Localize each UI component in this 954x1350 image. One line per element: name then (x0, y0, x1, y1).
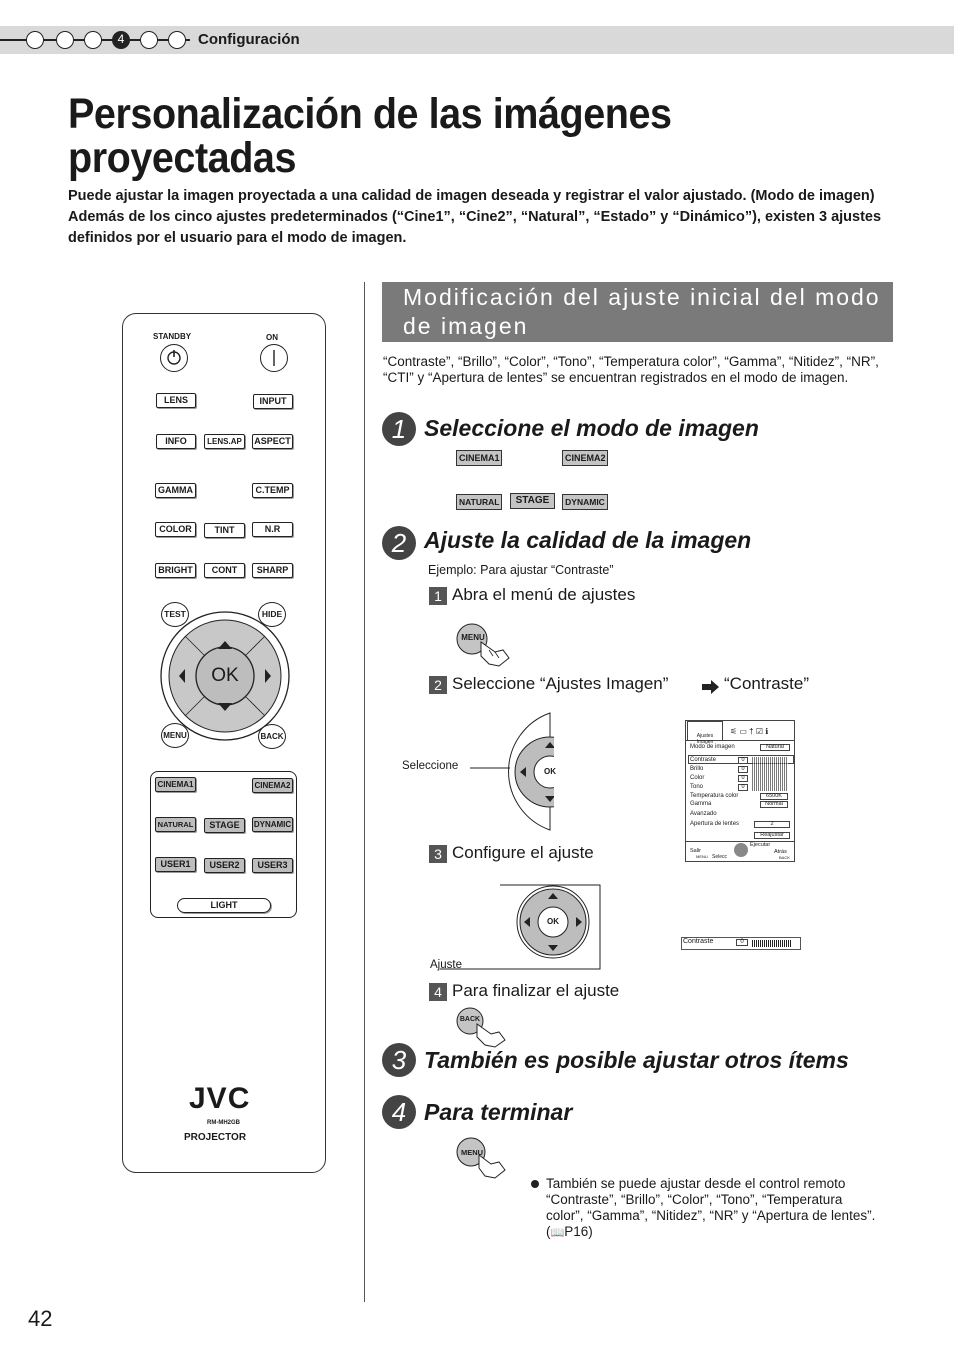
ok-button[interactable]: OK (211, 665, 239, 686)
menu-row-value: 2 (754, 821, 790, 828)
step-title-2: Ajuste la calidad de la imagen (424, 527, 752, 553)
on-button[interactable] (260, 344, 288, 372)
dynamic-button[interactable]: DYNAMIC (252, 817, 293, 832)
nr-button[interactable]: N.R (252, 522, 293, 537)
menu-row-value: 6500K (760, 793, 788, 800)
substep-text-1: Abra el menú de ajustes (452, 585, 636, 604)
step-number-3: 3 (382, 1043, 416, 1077)
substep-number-4: 4 (429, 983, 447, 1001)
picture-mode-group (150, 771, 297, 918)
on-label: ON (266, 333, 278, 342)
menu-row-value: 0 (738, 784, 748, 791)
color-button[interactable]: COLOR (155, 522, 196, 537)
light-button[interactable]: LIGHT (177, 898, 271, 913)
note-text (546, 1176, 876, 1241)
menu-row-label: Temperatura color (690, 793, 739, 799)
test-button[interactable]: TEST (161, 602, 189, 627)
mode-cinema2: CINEMA2 (562, 450, 608, 466)
section-name: Configuración (198, 31, 300, 48)
menu-row-label: Contraste (690, 757, 717, 763)
menu-reset: Reajustar (754, 832, 790, 839)
step-title-1: Seleccione el modo de imagen (424, 415, 759, 441)
standby-label: STANDBY (153, 332, 192, 341)
lens-button[interactable]: LENS (156, 393, 196, 408)
intro-text: Puede ajustar la imagen proyectada a una calidad de imagen deseada y registrar el valor ajustado. (Modo de imagen) Además de los cinco ajustes predeterminados (“Cine1”, “Cine2”, “Natural”, “Estado” y “Dinámico”), existen 3 ajustes definidos por el usuario para el modo de imagen. (68, 188, 882, 246)
back-label: BACK (459, 1016, 481, 1023)
page-title: Personalización de las imágenes proyectadas (68, 90, 672, 182)
menu-footer-menu: MENU (696, 854, 708, 859)
ajuste-label: Ajuste (430, 959, 462, 971)
menu-row-label: Modo de imagen (690, 744, 735, 750)
hide-button[interactable]: HIDE (258, 602, 286, 627)
menu-label-1: MENU (461, 633, 485, 642)
step-number-1: 1 (382, 412, 416, 446)
menu-footer-back-key: BACK (779, 855, 790, 860)
contrast-bar-value: 0 (736, 939, 748, 946)
user1-button[interactable]: USER1 (155, 857, 196, 872)
column-divider (364, 282, 365, 1302)
remote-control (122, 313, 326, 1173)
bullet-icon (531, 1180, 539, 1188)
cinema1-button[interactable]: CINEMA1 (155, 777, 196, 792)
note-body: También se puede ajustar desde el control remoto “Contraste”, “Brillo”, “Color”, “Tono”, “Temperatura color”, “Gamma”, “Nitidez”, “NR” y “Apertura de lentes”. ( (546, 1176, 876, 1239)
menu-row-label: Color (690, 775, 705, 781)
menu-slider-bars (752, 757, 788, 791)
mode-dynamic: DYNAMIC (562, 494, 608, 510)
menu-row-value: 0 (738, 775, 748, 782)
model-number: RM-MH2GB (207, 1120, 240, 1126)
info-button[interactable]: INFO (156, 434, 196, 449)
step-number-4: 4 (382, 1095, 416, 1129)
standby-button[interactable] (160, 344, 188, 372)
sharp-button[interactable]: SHARP (252, 563, 293, 578)
cinema2-button[interactable]: CINEMA2 (252, 778, 293, 793)
menu-button[interactable]: MENU (161, 723, 189, 748)
settings-menu-screen (685, 720, 795, 862)
step-title-3: También es posible ajustar otros ítems (424, 1047, 849, 1073)
chapter-dot-6 (168, 31, 186, 49)
substep-text-3: Configure el ajuste (452, 843, 594, 862)
substep-number-2: 2 (429, 676, 447, 694)
contrast-bar-label: Contraste (683, 938, 714, 945)
power-icon (161, 345, 187, 371)
on-icon (261, 345, 287, 371)
menu-footer-select: Selecc (712, 854, 728, 860)
menu-tab-icons: ⚟ ▭ † ☑ ℹ (730, 727, 769, 736)
natural-button[interactable]: NATURAL (155, 817, 196, 832)
menu-footer-exit: Salir (690, 848, 702, 854)
arrow-right-icon (702, 680, 720, 694)
seleccione-label: Seleccione (402, 760, 459, 772)
input-button[interactable]: INPUT (253, 394, 293, 409)
substep-number-1: 1 (429, 587, 447, 605)
hand-press-menu-icon (455, 620, 515, 668)
step-number-2: 2 (382, 526, 416, 560)
adjust-dpad (440, 884, 602, 972)
tint-button[interactable]: TINT (204, 523, 245, 538)
contrast-bar-scale (752, 940, 792, 947)
book-icon: 📖 (550, 1227, 565, 1239)
chapter-dot-1 (26, 31, 44, 49)
mode-cinema1: CINEMA1 (456, 450, 502, 466)
user2-button[interactable]: USER2 (204, 858, 245, 873)
hand-press-back-icon (455, 1006, 511, 1048)
gamma-button[interactable]: GAMMA (155, 483, 196, 498)
user3-button[interactable]: USER3 (252, 858, 293, 873)
menu-footer-back: Atrás (774, 849, 787, 855)
step-title-4: Para terminar (424, 1099, 573, 1125)
chapter-dot-2 (56, 31, 74, 49)
chapter-dot-5 (140, 31, 158, 49)
mode-natural: NATURAL (456, 494, 502, 510)
projector-label: PROJECTOR (184, 1132, 247, 1143)
back-button[interactable]: BACK (258, 724, 286, 749)
menu-row-value: 0 (738, 757, 748, 764)
example-text: Ejemplo: Para ajustar “Contraste” (428, 563, 614, 577)
substep-text-2a: Seleccione “Ajustes Imagen” (452, 674, 669, 693)
hand-press-menu-icon (455, 1136, 507, 1180)
section-heading: Modificación del ajuste inicial del modo de imagen (382, 282, 893, 342)
note-end: ) (588, 1224, 593, 1239)
menu-row-label: Avanzado (690, 811, 717, 817)
chapter-dot-3 (84, 31, 102, 49)
menu-row-value: Natural (760, 744, 790, 751)
cont-button[interactable]: CONT (204, 563, 245, 578)
note-page-ref[interactable]: P16 (564, 1224, 589, 1239)
aspect-button[interactable]: ASPECT (252, 434, 293, 449)
substep-number-3: 3 (429, 845, 447, 863)
chapter-dot-current: 4 (112, 31, 130, 49)
page-number: 42 (28, 1306, 53, 1331)
menu-row-label: Gamma (690, 801, 712, 807)
c-temp-button[interactable]: C.TEMP (252, 483, 293, 498)
menu-footer-line (686, 841, 794, 842)
mode-stage: STAGE (510, 493, 555, 509)
bright-button[interactable]: BRIGHT (155, 563, 196, 578)
menu-tab-picture: Ajustes Imagen (687, 721, 723, 741)
ok-label-2: OK (547, 917, 559, 926)
ok-label-1: OK (544, 767, 556, 776)
substep-text-4: Para finalizar el ajuste (452, 981, 620, 1000)
menu-row-label: Tono (690, 784, 704, 790)
menu-label-2: MENU (460, 1148, 484, 1157)
menu-row-value: 0 (738, 766, 748, 773)
menu-row-label: Apertura de lentes (690, 821, 740, 827)
stage-button[interactable]: STAGE (204, 818, 245, 833)
menu-row-label: Brillo (690, 766, 704, 772)
jvc-logo: JVC (189, 1082, 251, 1115)
menu-footer-execute: Ejecutar (750, 842, 771, 848)
section-intro: “Contraste”, “Brillo”, “Color”, “Tono”, “Temperatura color”, “Gamma”, “Nitidez”, “NR”, “CTI” y “Apertura de lentes” se encuentran registrados en el modo de imagen. (383, 354, 879, 385)
menu-footer-dpad-icon (734, 843, 748, 857)
lens-ap-button[interactable]: LENS.AP (204, 434, 245, 449)
substep-text-2b: “Contraste” (724, 674, 810, 693)
menu-row-value: Normal (760, 801, 788, 808)
